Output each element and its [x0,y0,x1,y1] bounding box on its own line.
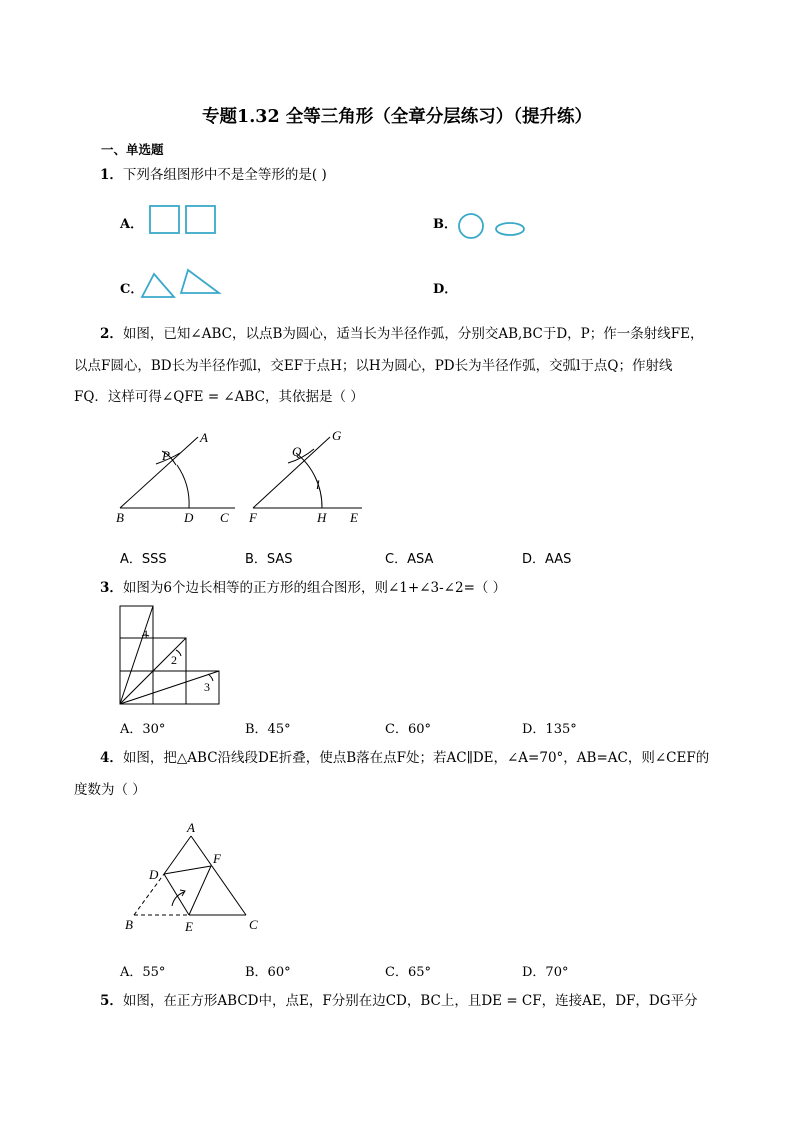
fig-label: Q [292,444,302,459]
question-2-line-3: FQ．这样可得∠QFE = ∠ABC，其依据是（ ） [74,389,364,405]
q4-option-b: B．60° [245,965,291,980]
option-a-label: A． [120,217,144,232]
fig-label: D [149,867,159,882]
q3-option-b: B．45° [245,722,291,737]
page-title: 专题1.32 全等三角形（全章分层练习）（提升练） [202,107,592,127]
fig-label: B [125,917,133,932]
fig-label: G [332,428,342,443]
fig-label: F [213,851,221,866]
fig-label: E [185,919,193,934]
q2-option-b: B．SAS [245,552,293,567]
fig-label: H [317,510,327,525]
question-text: 如图，在正方形ABCD中，点E，F分别在边CD，BC上，且DE = CF，连接AE，DF，DG平分 [122,993,698,1009]
fig-label: B [116,510,124,525]
question-3-figure [118,604,222,706]
fig-label: E [350,510,358,525]
question-number: 3． [100,580,123,596]
fig-label: 2 [171,653,177,667]
option-a-figure-two-squares [148,204,220,236]
question-4-line-2: 度数为（ ） [74,782,146,798]
option-d-label: D． [433,282,458,297]
q2-option-d: D．AAS [522,552,572,567]
fig-label: 3 [204,680,210,694]
fig-label: F [249,510,257,525]
fig-label: D [184,510,194,525]
question-5 [100,991,698,1011]
option-c-figure-two-triangles [140,268,222,302]
option-b-figure-circle-ellipse [455,210,529,242]
q2-option-a: A．SSS [120,552,167,567]
question-4-figure [118,818,268,936]
q4-option-d: D．70° [522,965,569,980]
question-2-line-1 [100,324,703,344]
question-3 [100,578,506,598]
question-4-line-1 [100,748,709,768]
question-number: 5． [100,993,123,1009]
question-number: 4． [100,750,123,766]
q3-option-d: D．135° [522,722,577,737]
question-text: 如图为6个边长相等的正方形的组合图形，则∠1+∠3-∠2=（ ） [122,580,507,596]
fig-label: C [220,510,229,525]
fig-label: A [187,820,195,835]
q3-option-c: C．60° [385,722,431,737]
question-number: 1． [100,167,123,183]
q2-option-c: C．ASA [385,552,434,567]
fig-label: 1 [143,627,149,641]
question-text: 下列各组图形中不是全等形的是( ) [122,167,327,183]
question-text: 如图，已知∠ABC，以点B为圆心，适当长为半径作弧，分别交AB,BC于D，P；作一条射线FE， [122,326,704,342]
question-2-figure [110,425,380,535]
question-number: 2． [100,326,123,342]
q3-option-a: A．30° [120,722,166,737]
section-heading: 一、单选题 [101,142,164,157]
fig-label: A [200,430,208,445]
option-b-label: B． [433,217,457,232]
fig-label: C [249,917,258,932]
q4-option-c: C．65° [385,965,431,980]
question-text: 如图，把△ABC沿线段DE折叠，使点B落在点F处；若AC∥DE，∠A=70°，AB=AC，则∠CEF的 [122,750,710,766]
question-2-line-2: 以点F圆心，BD长为半径作弧l，交EF于点H；以H为圆心，PD长为半径作弧，交弧l于点Q；作射线 [74,358,673,374]
fig-label: P [162,448,170,463]
q4-option-a: A．55° [120,965,166,980]
fig-label: l [316,477,320,492]
question-1 [100,165,327,185]
option-c-label: C． [120,282,144,297]
